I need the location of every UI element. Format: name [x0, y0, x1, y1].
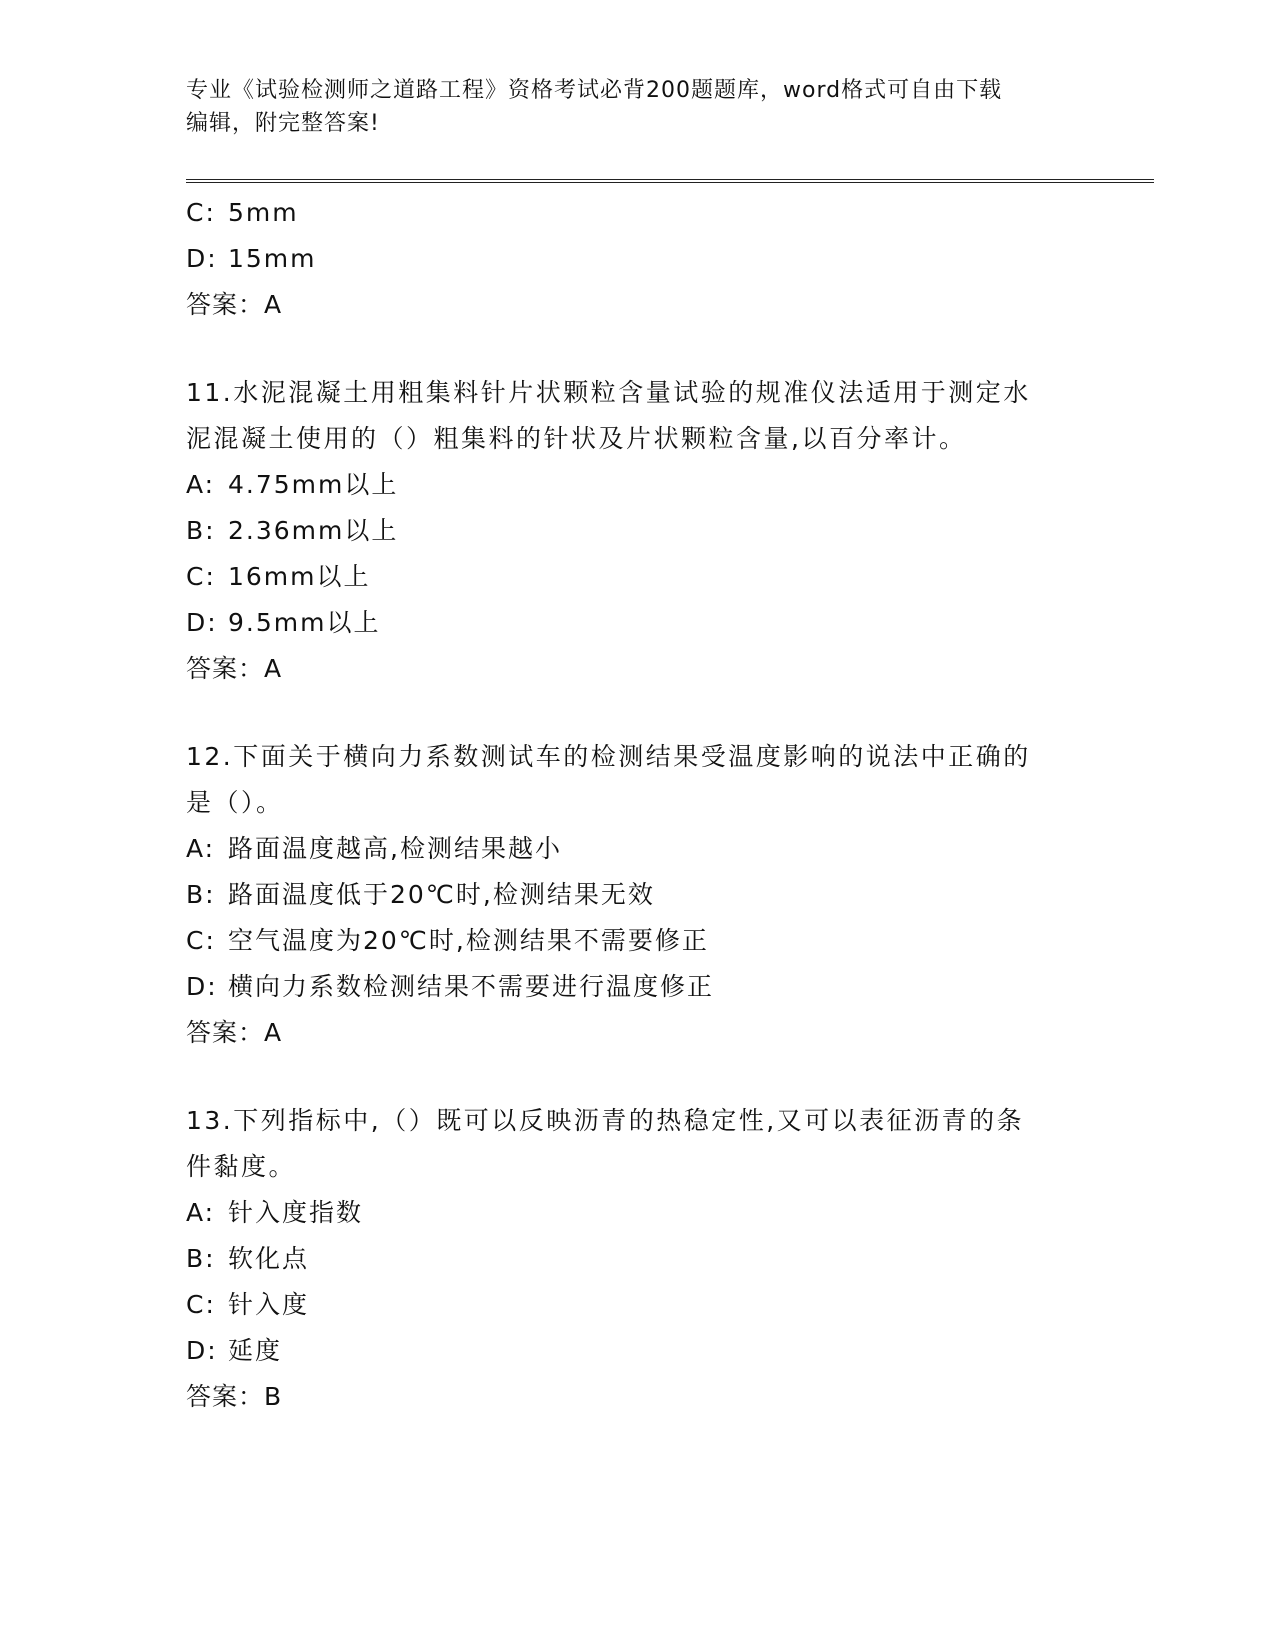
option-text: 4.75mm以上	[228, 470, 399, 499]
answer-label: 答案：	[186, 654, 265, 683]
question-stem	[186, 370, 1066, 462]
option-b	[186, 508, 1086, 554]
option-letter: A:	[186, 470, 216, 499]
option-d	[186, 600, 1086, 646]
option-b	[186, 1236, 1086, 1282]
option-letter: A:	[186, 1198, 216, 1227]
spacer	[186, 1056, 1086, 1098]
option-letter: C:	[186, 926, 216, 955]
answer-line	[186, 282, 1086, 328]
option-text: 2.36mm以上	[228, 516, 399, 545]
option-text: 16mm以上	[228, 562, 371, 591]
option-d	[186, 964, 1086, 1010]
option-text: 针入度	[228, 1290, 310, 1319]
answer-value: A	[264, 654, 283, 683]
option-text: 5mm	[228, 198, 299, 227]
answer-line	[186, 1010, 1086, 1056]
page-header	[186, 74, 1086, 140]
spacer	[186, 692, 1086, 734]
option-letter: A:	[186, 834, 216, 863]
option-c	[186, 190, 1086, 236]
question-13	[186, 1098, 1086, 1420]
answer-value: A	[264, 290, 283, 319]
option-text: 横向力系数检测结果不需要进行温度修正	[228, 972, 715, 1001]
option-text: 15mm	[228, 244, 317, 273]
question-list	[186, 190, 1086, 1420]
question-stem-line: 泥混凝土使用的（）粗集料的针状及片状颗粒含量,以百分率计。	[186, 424, 967, 453]
option-b	[186, 872, 1086, 918]
option-text: 空气温度为20℃时,检测结果不需要修正	[228, 926, 709, 955]
header-line-2: 编辑，附完整答案!	[186, 111, 380, 136]
option-text: 软化点	[228, 1244, 310, 1273]
option-text: 路面温度越高,检测结果越小	[228, 834, 562, 863]
answer-line	[186, 646, 1086, 692]
answer-value: A	[264, 1018, 283, 1047]
question-stem	[186, 1098, 1066, 1190]
option-letter: C:	[186, 198, 216, 227]
question-stem-line: 11.水泥混凝土用粗集料针片状颗粒含量试验的规准仪法适用于测定水	[186, 378, 1031, 407]
option-d	[186, 236, 1086, 282]
option-letter: C:	[186, 1290, 216, 1319]
answer-value: B	[264, 1382, 283, 1411]
option-letter: D:	[186, 608, 218, 637]
option-a	[186, 1190, 1086, 1236]
question-stem-line: 是（）。	[186, 788, 284, 817]
option-text: 延度	[228, 1336, 283, 1365]
header-divider	[186, 179, 1154, 183]
question-12	[186, 734, 1086, 1056]
option-c	[186, 918, 1086, 964]
question-stem	[186, 734, 1066, 826]
answer-label: 答案：	[186, 1018, 265, 1047]
option-letter: B:	[186, 880, 216, 909]
option-letter: D:	[186, 244, 218, 273]
answer-label: 答案：	[186, 290, 265, 319]
option-text: 针入度指数	[228, 1198, 364, 1227]
option-letter: C:	[186, 562, 216, 591]
option-a	[186, 826, 1086, 872]
question-11	[186, 370, 1086, 692]
question-stem-line: 12.下面关于横向力系数测试车的检测结果受温度影响的说法中正确的	[186, 742, 1031, 771]
header-line-1: 专业《试验检测师之道路工程》资格考试必背200题题库，word格式可自由下载	[186, 78, 1003, 103]
option-letter: D:	[186, 972, 218, 1001]
option-letter: B:	[186, 516, 216, 545]
question-10-tail	[186, 190, 1086, 328]
option-c	[186, 554, 1086, 600]
option-text: 路面温度低于20℃时,检测结果无效	[228, 880, 655, 909]
question-stem-line: 13.下列指标中,（）既可以反映沥青的热稳定性,又可以表征沥青的条	[186, 1106, 1025, 1135]
option-d	[186, 1328, 1086, 1374]
option-letter: D:	[186, 1336, 218, 1365]
answer-line	[186, 1374, 1086, 1420]
answer-label: 答案：	[186, 1382, 265, 1411]
question-stem-line: 件黏度。	[186, 1152, 297, 1181]
option-letter: B:	[186, 1244, 216, 1273]
option-a	[186, 462, 1086, 508]
spacer	[186, 328, 1086, 370]
option-c	[186, 1282, 1086, 1328]
option-text: 9.5mm以上	[228, 608, 381, 637]
